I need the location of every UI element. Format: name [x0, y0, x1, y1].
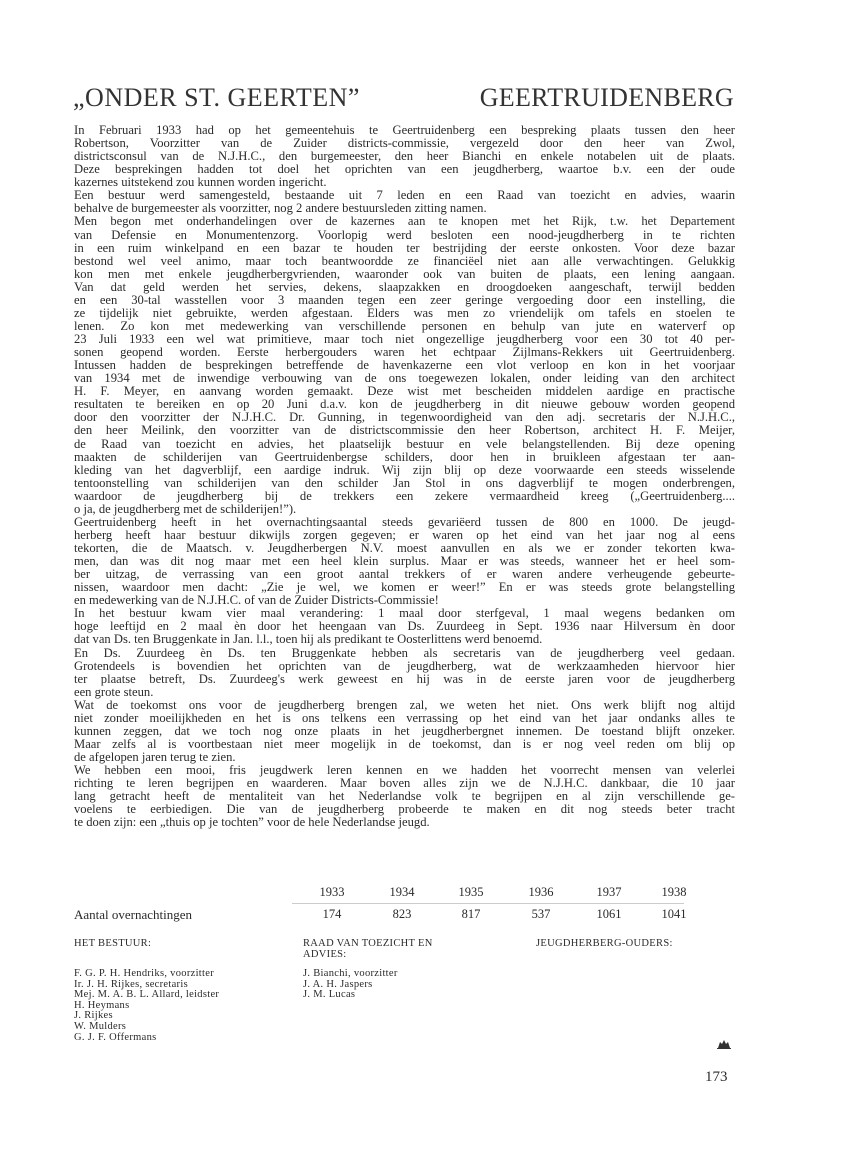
body-line: ze tijdelijk niet gebruikte, werden afgestaan. Elders was men zo vriendelijk om tafels en stoelen te	[74, 305, 735, 320]
stats-year: 1938	[661, 885, 687, 899]
raad-member: J. Bianchi, voorzitter	[303, 968, 398, 979]
raad-list	[303, 969, 398, 1001]
body-line: Van dat geld werden het servies, dekens, slaapzakken en droogdoeken aangeschaft, terwijl bedden	[74, 279, 735, 294]
stats-value: 1061	[596, 907, 622, 921]
body-line: voelens te eerbiedigen. Die van de jeugdherberg probeerde te maken en dit nog steeds beter tracht	[74, 802, 735, 817]
body-line: In het bestuur kwam vier maal verandering: 1 maal door sterfgeval, 1 maal wegens bedanken om	[74, 606, 735, 621]
body-line: tekorten, die de Maatsch. v. Jeugdherbergen N.V. moest aanvullen en als we er zonder tekorten kwa-	[74, 541, 735, 555]
body-line: We hebben een mooi, fris jeugdwerk leren kennen en we hadden het voorrecht mensen van velerlei	[74, 763, 735, 778]
body-line: behalve de burgemeester als voorzitter, nog 2 andere bestuursleden zitting namen.	[74, 201, 487, 216]
stats-row-label: Aantal overnachtingen	[74, 907, 193, 922]
body-line: Een bestuur werd samengesteld, bestaande uit 7 leden en een Raad van toezicht en advies, waarin	[74, 188, 735, 203]
bestuur-member: H. Heymans	[74, 999, 130, 1011]
body-line: Geertruidenberg heeft in het overnachtingsaantal steeds gevariëerd tussen de 800 en 1000. De jeugd-	[74, 514, 735, 529]
bestuur-member: J. Rijkes	[74, 1010, 113, 1022]
body-line: bestond wel veel animo, maar toch beantwoordde ze financiëel niet aan alle verwachtingen. Gelukkig	[74, 253, 735, 268]
body-line: van Defensie en Monumentenzorg. Voorlopig werd besloten een nood-jeugdherberg in te richten	[74, 227, 735, 242]
stats-year: 1934	[389, 885, 415, 899]
body-line: niet zonder moeilijkheden en het is ons telkens een verrassing op het eind van het jaar ondanks alles te	[74, 710, 735, 725]
body-line: herberg heeft haar bestuur dikwijls zorgen gegeven; er waren op het eind van het jaar nog al eens	[74, 527, 735, 542]
raad-heading	[303, 938, 433, 960]
body-line: dat van Ds. ten Bruggenkate in Jan. l.l., toen hij als predikant te Oosterlittens werd benoemd.	[74, 632, 543, 647]
body-line: nissen, waardoor men dacht: „Zie je wel, we komen er weer!” En er was steeds grote belangstelling	[74, 580, 735, 595]
body-line: de afgelopen jaren terug te zien.	[74, 750, 236, 764]
stats-year: 1935	[458, 885, 484, 899]
body-line: in een ruim winkelpand en een bazar te houden ter bestrijding der eerste onkosten. Voor deze bazar	[74, 240, 735, 255]
body-line: maakten de schilderijen van Geertruidenbergse schilders, door hen in bruikleen afgestaan ter aan-	[74, 449, 735, 464]
body-line: Men begon met onderhandelingen over de kazernes aan te knopen met het Rijk, t.w. het Departement	[74, 214, 735, 229]
body-line: de Raad van toezicht en advies, het plaatselijk bestuur en vele belangstellenden. Bij deze opening	[74, 436, 735, 451]
body-line: En Ds. Zuurdeeg èn Ds. ten Bruggenkate hebben als secretaris van de jeugdherberg veel gedaan.	[74, 645, 735, 660]
njhc-emblem-icon	[717, 1039, 731, 1049]
stats-value: 1041	[661, 907, 687, 921]
body-line: tentoonstelling van schilderijen van den schilder Jan Stol in ons dagverblijf te mogen onderbrengen,	[74, 475, 735, 490]
body-line: en medewerking van de N.J.H.C. of van de Zuider Districts-Commissie!	[74, 593, 439, 608]
stats-value: 537	[531, 907, 551, 921]
body-line: lenen. Zo kon met medewerking van verschillende personen en behulp van jute en waterverf op	[74, 318, 735, 333]
body-line: een grote steun.	[74, 684, 154, 699]
bestuur-member: Ir. J. H. Rijkes, secretaris	[74, 978, 188, 990]
body-line: lang getracht heeft de mentaliteit van het Nederlandse volk te begrijpen en al zijn verschillende ge-	[74, 789, 735, 804]
body-line: waardoor de jeugdherberg bij de trekkers een zekere vermaardheid kreeg („Geertruidenberg....	[74, 488, 735, 503]
stats-year: 1933	[319, 885, 345, 899]
body-line: kazernes uitstekend zou kunnen worden ingericht.	[74, 175, 327, 190]
body-line: districtsconsul van de N.J.H.C., den burgemeester, den heer Bianchi en enkele notabelen uit de plaats.	[74, 149, 735, 164]
body-line: Deze besprekingen hadden tot doel het oprichten van een jeugdherberg, waartoe b.v. een der oude	[74, 162, 735, 177]
bestuur-heading: HET BESTUUR:	[74, 938, 152, 949]
body-line: men, dan was dit nog maar met een heel klein surplus. Maar er was steeds, wanneer het er heel som-	[74, 554, 735, 569]
body-line: Wat de toekomst ons voor de jeugdherberg brengen zal, we weten het niet. Ons werk blijft nog altijd	[74, 697, 735, 712]
bestuur-member: G. J. F. Offermans	[74, 1031, 157, 1043]
page-title-right: GEERTRUIDENBERG	[479, 83, 734, 112]
raad-heading-line1: RAAD VAN TOEZICHT EN	[303, 938, 433, 949]
body-line: Robertson, Voorzitter van de Zuider districts-commissie, vergezeld door den heer van Zwol,	[74, 136, 735, 151]
body-line: ter plaatse betreft, Ds. Zuurdeeg's werk geweest en hij was in de eerste jaren voor de jeugdherberg	[74, 671, 735, 686]
stats-value: 817	[461, 907, 481, 921]
body-line: van 1934 met de inwendige verbouwing van de ons toegewezen lokalen, onder leiding van den architect	[74, 371, 735, 386]
body-line: resultaten te bereiken en op 20 Juni d.a.v. kon de jeugdherberg in dit nieuwe gebouw worden geopend	[74, 397, 735, 412]
body-line: Maar zelfs al is voortbestaan niet meer mogelijk in de toekomst, dan is er nog veel reden om blij op	[74, 736, 735, 751]
raad-heading-line2: ADVIES:	[303, 949, 347, 960]
body-line: te doen zijn: een „thuis op je tochten” voor de hele Nederlandse jeugd.	[74, 815, 430, 830]
article-body	[74, 124, 735, 829]
stats-years-row	[74, 885, 694, 901]
body-line: kunnen zeggen, dat we toch nog onze plaats in het jeugdherbergnet innemen. De toestand blijft onzeker.	[74, 723, 735, 738]
stats-year: 1936	[528, 885, 554, 899]
bestuur-member: Mej. M. A. B. L. Allard, leidster	[74, 989, 220, 1001]
body-line: kon men met enkele jeugdherbergvrienden, waaronder ook van buiten de plaats, een lening aangaan.	[74, 266, 735, 281]
page-number: 173	[705, 1069, 728, 1085]
stats-values-row	[74, 907, 694, 923]
body-line: richting te leren begrijpen en waarderen. Maar boven alles zijn we de N.J.H.C. dankbaar, die 10 jaar	[74, 776, 735, 791]
stats-value: 823	[392, 907, 412, 921]
body-line: 23 Juli 1933 een wel wat primitieve, maar toch niet ongezellige jeugdherberg voor een 30 tot 40 per-	[74, 332, 735, 346]
raad-member: J. A. H. Jaspers	[303, 978, 373, 990]
body-line: den heer Meilink, den voorzitter van de districtscommissie den heer Robertson, architect H. F. Meijer,	[74, 423, 735, 438]
stats-value: 174	[322, 907, 342, 921]
body-line: Grotendeels is bovendien het oprichten van de jeugdherberg, wat de werkzaamheden hiervoor hier	[74, 658, 735, 673]
body-line: sonen geopend worden. Eerste herbergouders waren het echtpaar Zijlmans-Rekkers uit Geertruidenberg.	[74, 345, 735, 360]
body-line: H. F. Meyer, en aanvang worden gemaakt. Deze wist met bescheiden middelen aardige en practische	[74, 384, 735, 399]
raad-member: J. M. Lucas	[303, 989, 356, 1001]
stats-divider	[292, 903, 684, 904]
bestuur-list	[74, 969, 219, 1043]
stats-year: 1937	[596, 885, 622, 899]
body-line: en een 30-tal wasstellen voor 3 maanden tegen een zeer geringe vergoeding door een instelling, die	[74, 292, 735, 307]
ouders-heading: JEUGDHERBERG-OUDERS:	[536, 938, 673, 949]
body-line: o ja, de jeugdherberg met de schilderijen!”).	[74, 501, 297, 516]
body-line: door den voorzitter der N.J.H.C. Dr. Gunning, in tegenwoordigheid van den adj. secretaris der N.J.H.C.,	[74, 410, 735, 425]
bestuur-member: W. Mulders	[74, 1020, 127, 1032]
bestuur-member: F. G. P. H. Hendriks, voorzitter	[74, 968, 214, 979]
page-title-left: „ONDER ST. GEERTEN”	[73, 83, 360, 112]
body-line: kleding van het dagverblijf, een aardige indruk. Wij zijn blij op deze voorwaarde een steeds wisselende	[74, 462, 735, 477]
body-line: hoge leeftijd en 2 maal èn door het heengaan van Ds. Zuurdeeg in Sept. 1936 naar Hilversum èn door	[74, 619, 735, 634]
body-line: In Februari 1933 had op het gemeentehuis te Geertruidenberg een bespreking plaats tussen den heer	[74, 123, 735, 137]
body-line: ber uitzag, de verrassing van een groot aantal trekkers of er waren andere verheugende gebeurte-	[74, 567, 735, 582]
body-line: Intussen hadden de besprekingen betreffende de havenkazerne een vlot verloop en kon in het voorjaar	[74, 358, 735, 373]
